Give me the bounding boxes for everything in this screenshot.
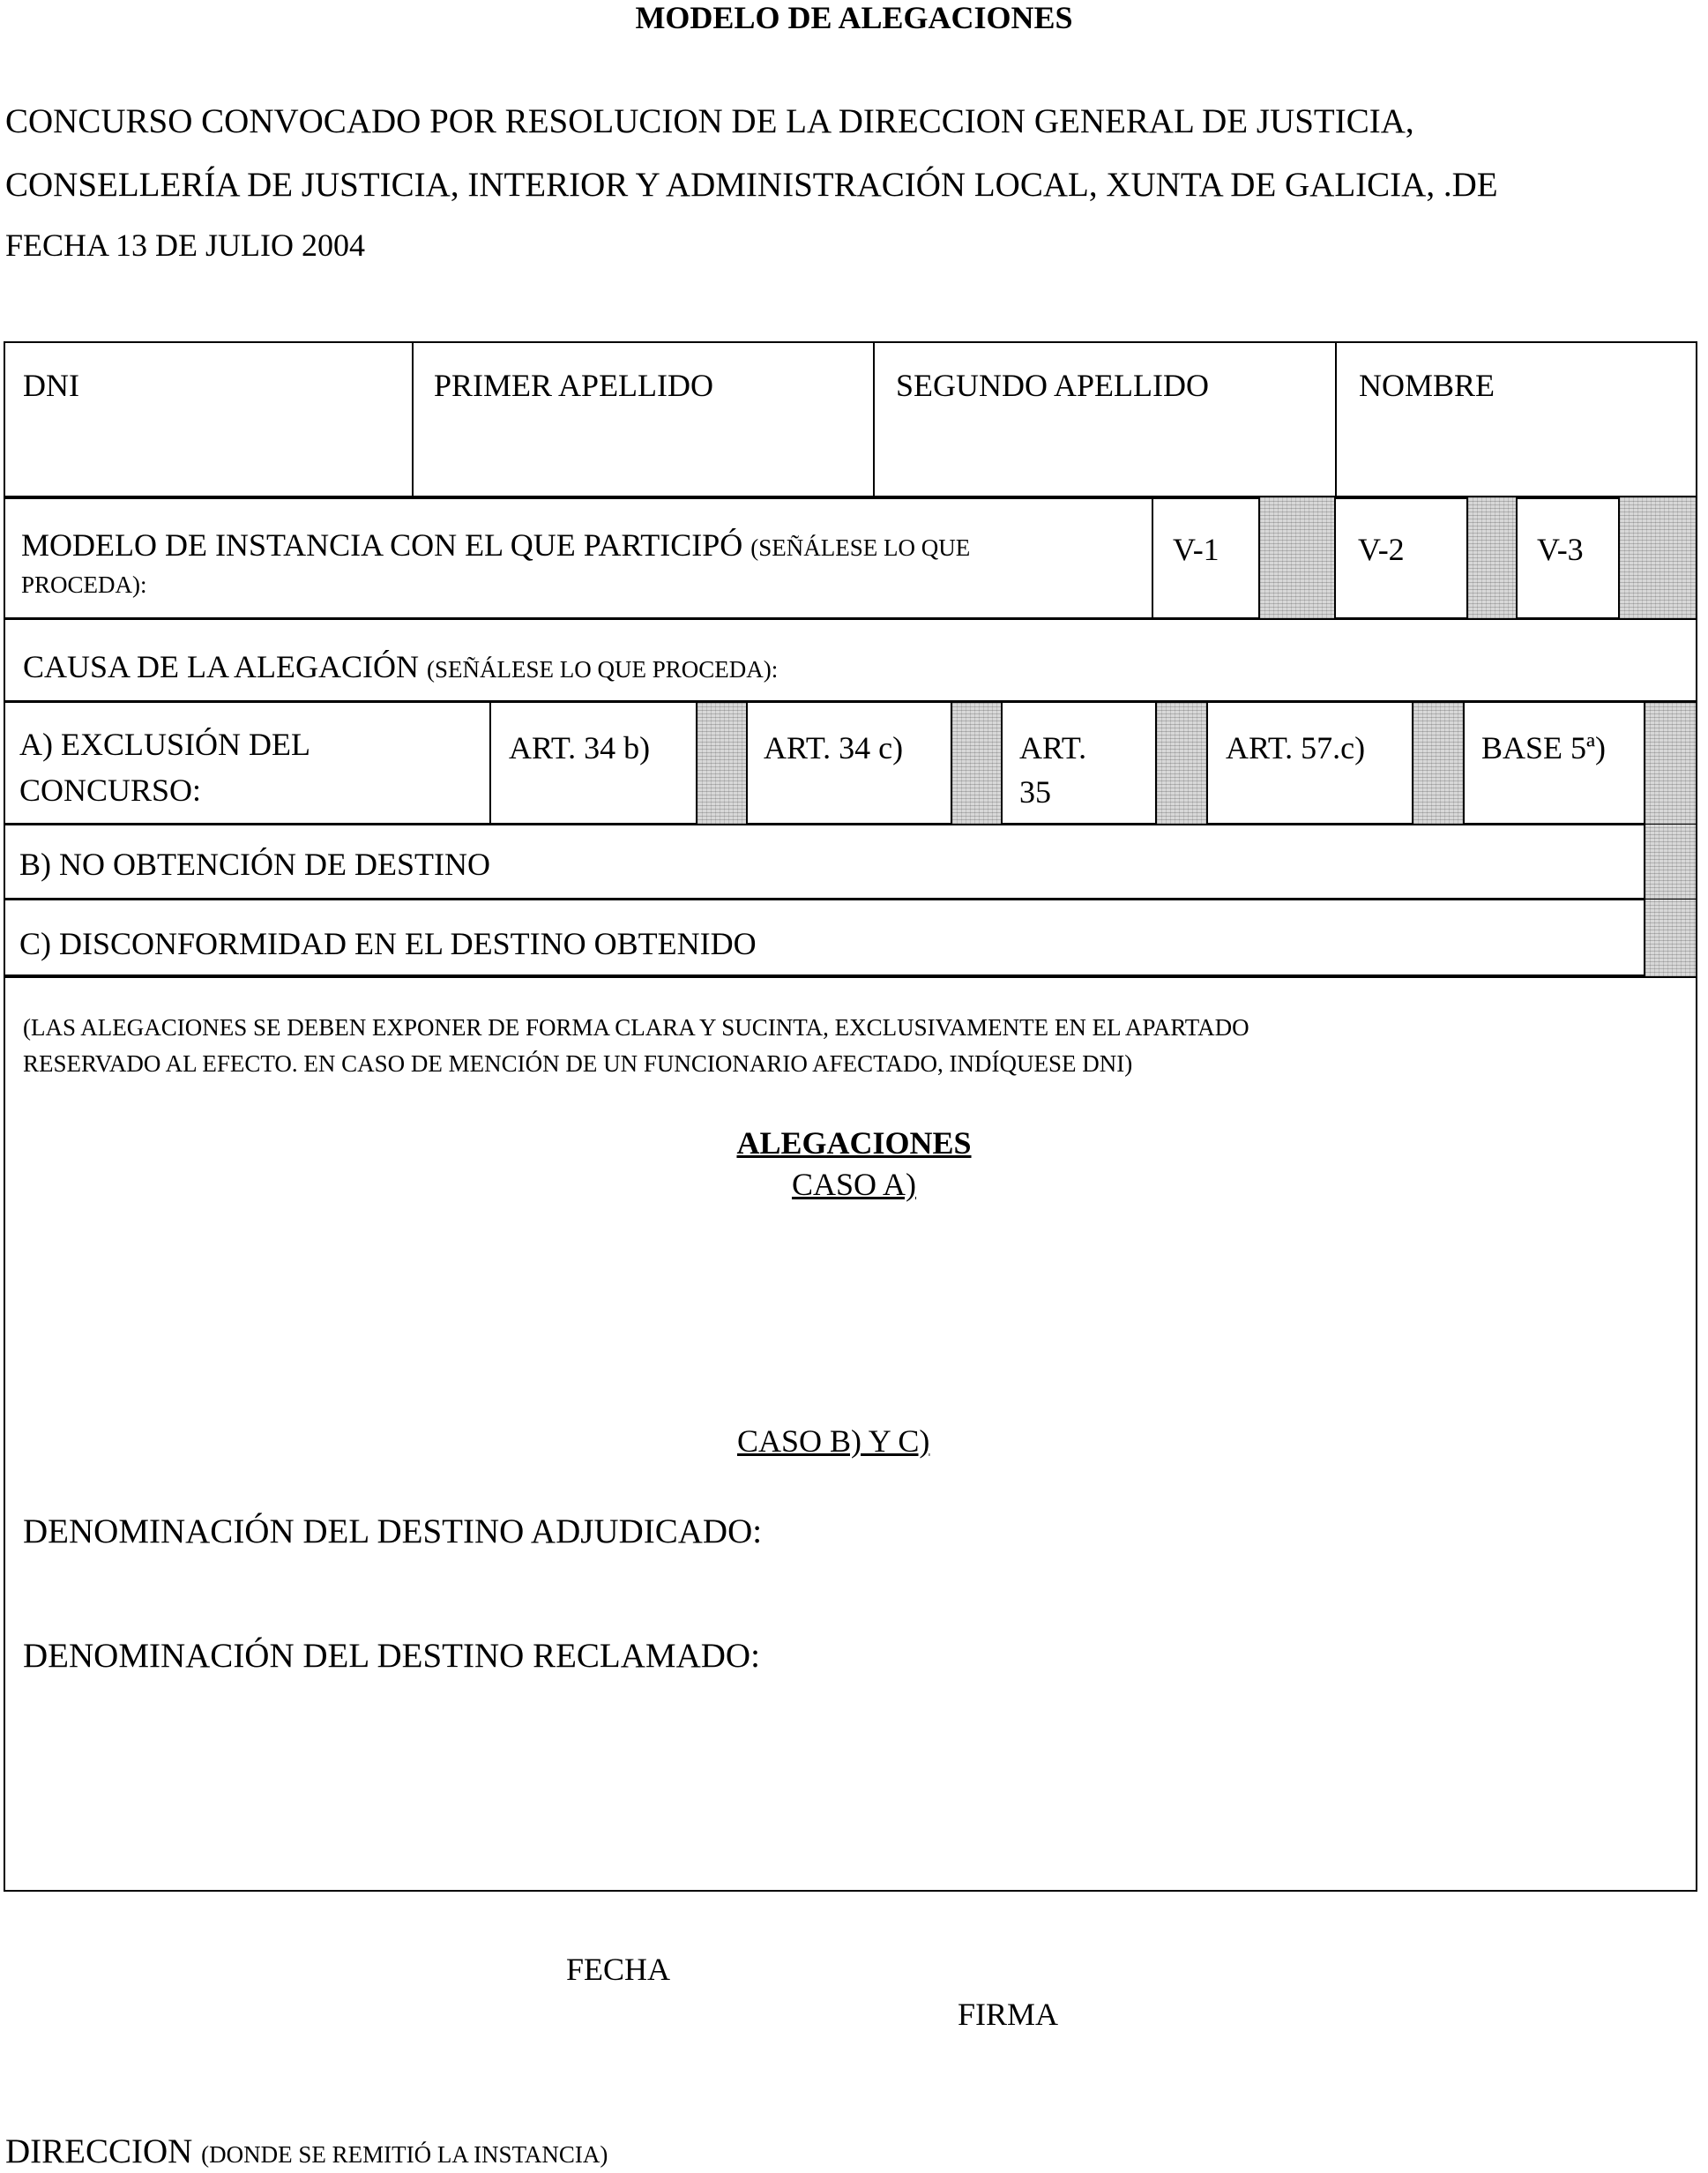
checkbox-v2[interactable] — [1466, 497, 1518, 618]
dni-field[interactable]: DNI — [23, 368, 79, 403]
intro-line-3: FECHA 13 DE JULIO 2004 — [5, 228, 366, 263]
direccion-label: DIRECCION (DONDE SE REMITIÓ LA INSTANCIA) — [5, 2132, 608, 2170]
instructions-line2: RESERVADO AL EFECTO. EN CASO DE MENCIÓN DE UN FUNCIONARIO AFECTADO, INDÍQUESE DNI) — [23, 1050, 1133, 1077]
option-art35-label: ART. — [1019, 730, 1087, 765]
option-art34b-label: ART. 34 b) — [509, 730, 651, 765]
checkbox-option-b[interactable] — [1644, 825, 1697, 899]
option-base5-label: BASE 5ª) — [1481, 730, 1606, 765]
page-title: MODELO DE ALEGACIONES — [635, 0, 1073, 35]
checkbox-option-c[interactable] — [1644, 900, 1697, 976]
segundo-apellido-field[interactable]: SEGUNDO APELLIDO — [896, 368, 1209, 403]
exclusion-label-line1: A) EXCLUSIÓN DEL — [19, 727, 310, 762]
checkbox-v1[interactable] — [1258, 497, 1336, 618]
option-v2-label: V-2 — [1358, 532, 1405, 567]
intro-line-2: CONSELLERÍA DE JUSTICIA, INTERIOR Y ADMINISTRACIÓN LOCAL, XUNTA DE GALICIA, .DE — [5, 166, 1498, 204]
primer-apellido-field[interactable]: PRIMER APELLIDO — [434, 368, 714, 403]
firma-label: FIRMA — [958, 1997, 1059, 2032]
option-v1-label: V-1 — [1173, 532, 1219, 567]
modelo-note: PROCEDA): — [21, 571, 147, 598]
exclusion-label-line2: CONCURSO: — [19, 773, 202, 808]
causa-label: CAUSA DE LA ALEGACIÓN (SEÑÁLESE LO QUE PROCEDA): — [23, 649, 779, 684]
option-art35-label-2: 35 — [1019, 774, 1051, 810]
destino-adjudicado-label: DENOMINACIÓN DEL DESTINO ADJUDICADO: — [23, 1512, 763, 1550]
option-b-label: B) NO OBTENCIÓN DE DESTINO — [19, 847, 490, 882]
checkbox-art57c[interactable] — [1412, 703, 1465, 824]
checkbox-base5[interactable] — [1644, 703, 1697, 824]
option-v3-label: V-3 — [1537, 532, 1584, 567]
intro-line-1: CONCURSO CONVOCADO POR RESOLUCION DE LA DIRECCION GENERAL DE JUSTICIA, — [5, 102, 1414, 140]
option-c-label: C) DISCONFORMIDAD EN EL DESTINO OBTENIDO — [19, 926, 757, 961]
checkbox-art34c[interactable] — [951, 703, 1003, 824]
nombre-field[interactable]: NOMBRE — [1359, 368, 1495, 403]
checkbox-art34b[interactable] — [696, 703, 748, 824]
caso-bc-heading: CASO B) Y C) — [737, 1423, 930, 1459]
destino-reclamado-label: DENOMINACIÓN DEL DESTINO RECLAMADO: — [23, 1637, 760, 1675]
checkbox-v3[interactable] — [1618, 497, 1697, 618]
modelo-label: MODELO DE INSTANCIA CON EL QUE PARTICIPÓ (SEÑÁLESE LO QUE — [21, 527, 971, 563]
checkbox-art35[interactable] — [1155, 703, 1208, 824]
fecha-label: FECHA — [566, 1952, 671, 1987]
option-art34c-label: ART. 34 c) — [764, 730, 904, 765]
option-art57c-label: ART. 57.c) — [1226, 730, 1366, 765]
caso-a-heading: CASO A) — [791, 1167, 917, 1202]
alegaciones-heading: ALEGACIONES — [736, 1125, 972, 1161]
instructions-line1: (LAS ALEGACIONES SE DEBEN EXPONER DE FORMA CLARA Y SUCINTA, EXCLUSIVAMENTE EN EL APARTADO — [23, 1014, 1249, 1041]
